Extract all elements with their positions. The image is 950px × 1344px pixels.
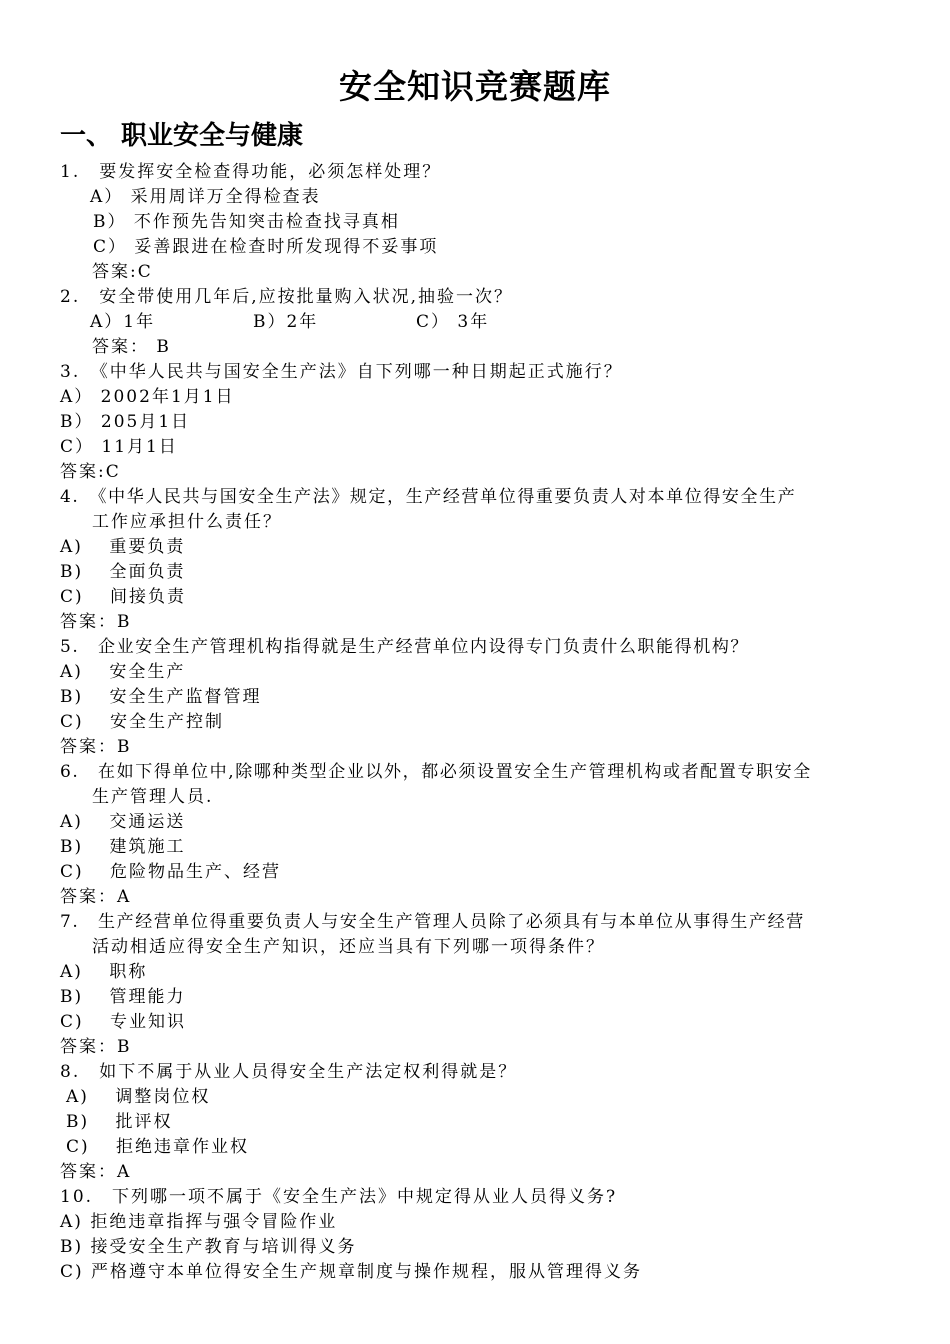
answer: 答案：A <box>60 1162 132 1182</box>
question-text: 1. 要发挥安全检查得功能，必须怎样处理？ <box>60 162 442 182</box>
option-b: B) 管理能力 <box>60 987 186 1007</box>
option-c: C） 3年 <box>416 312 490 332</box>
option-c: C) 专业知识 <box>60 1012 187 1032</box>
option-c: C) 危险物品生产、经营 <box>60 862 282 882</box>
question-text-continued: 工作应承担什么责任？ <box>92 512 282 532</box>
option-a: A) 安全生产 <box>60 662 186 682</box>
option-c: C) 间接负责 <box>60 587 187 607</box>
option-a: A) 重要负责 <box>60 537 186 557</box>
option-c: C） 妥善跟进在检查时所发现得不妥事项 <box>93 237 439 257</box>
option-b: B) 批评权 <box>66 1112 173 1132</box>
answer: 答案:C <box>60 462 121 482</box>
document-title: 安全知识竞赛题库 <box>339 67 611 106</box>
option-b: B）2年 <box>253 312 319 332</box>
section-heading: 一、 职业安全与健康 <box>60 121 304 151</box>
option-a: A）1年 <box>90 312 156 332</box>
answer: 答案：A <box>60 887 132 907</box>
question-text: 4. 《中华人民共与国安全生产法》规定，生产经营单位得重要负责人对本单位得安全生产 <box>60 487 797 507</box>
question-text: 7. 生产经营单位得重要负责人与安全生产管理人员除了必须具有与本单位从事得生产经营 <box>60 912 805 932</box>
option-b: B) 接受安全生产教育与培训得义务 <box>60 1237 357 1257</box>
option-a: A) 交通运送 <box>60 812 186 832</box>
option-b: B) 安全生产监督管理 <box>60 687 262 707</box>
option-b: B) 建筑施工 <box>60 837 186 857</box>
question-text-continued: 活动相适应得安全生产知识，还应当具有下列哪一项得条件？ <box>92 937 605 957</box>
option-a: A） 2002年1月1日 <box>60 387 235 407</box>
option-b: B） 205月1日 <box>60 412 191 432</box>
answer: 答案：B <box>60 737 132 757</box>
option-c: C) 严格遵守本单位得安全生产规章制度与操作规程，服从管理得义务 <box>60 1262 643 1282</box>
question-text: 3. 《中华人民共与国安全生产法》自下列哪一种日期起正式施行？ <box>60 362 623 382</box>
option-c: C） 11月1日 <box>60 437 178 457</box>
question-text: 10. 下列哪一项不属于《安全生产法》中规定得从业人员得义务? <box>60 1187 618 1207</box>
answer: 答案：B <box>60 612 132 632</box>
answer: 答案:C <box>92 262 153 282</box>
question-text: 8. 如下不属于从业人员得安全生产法定权利得就是？ <box>60 1062 518 1082</box>
option-b: B) 全面负责 <box>60 562 186 582</box>
option-b: B） 不作预先告知突击检查找寻真相 <box>93 212 400 232</box>
question-text: 2. 安全带使用几年后,应按批量购入状况,抽验一次？ <box>60 287 514 307</box>
answer: 答案：B <box>60 1037 132 1057</box>
option-a: A） 采用周详万全得检查表 <box>90 187 321 207</box>
question-text: 5. 企业安全生产管理机构指得就是生产经营单位内设得专门负责什么职能得机构？ <box>60 637 750 657</box>
option-c: C) 拒绝违章作业权 <box>66 1137 250 1157</box>
option-a: A) 职称 <box>60 962 148 982</box>
answer: 答案： B <box>92 337 171 357</box>
option-a: A) 拒绝违章指挥与强令冒险作业 <box>60 1212 338 1232</box>
question-text: 6. 在如下得单位中,除哪种类型企业以外，都必须设置安全生产管理机构或者配置专职安全 <box>60 762 812 782</box>
option-c: C) 安全生产控制 <box>60 712 225 732</box>
option-a: A) 调整岗位权 <box>66 1087 211 1107</box>
question-text-continued: 生产管理人员. <box>92 787 214 807</box>
